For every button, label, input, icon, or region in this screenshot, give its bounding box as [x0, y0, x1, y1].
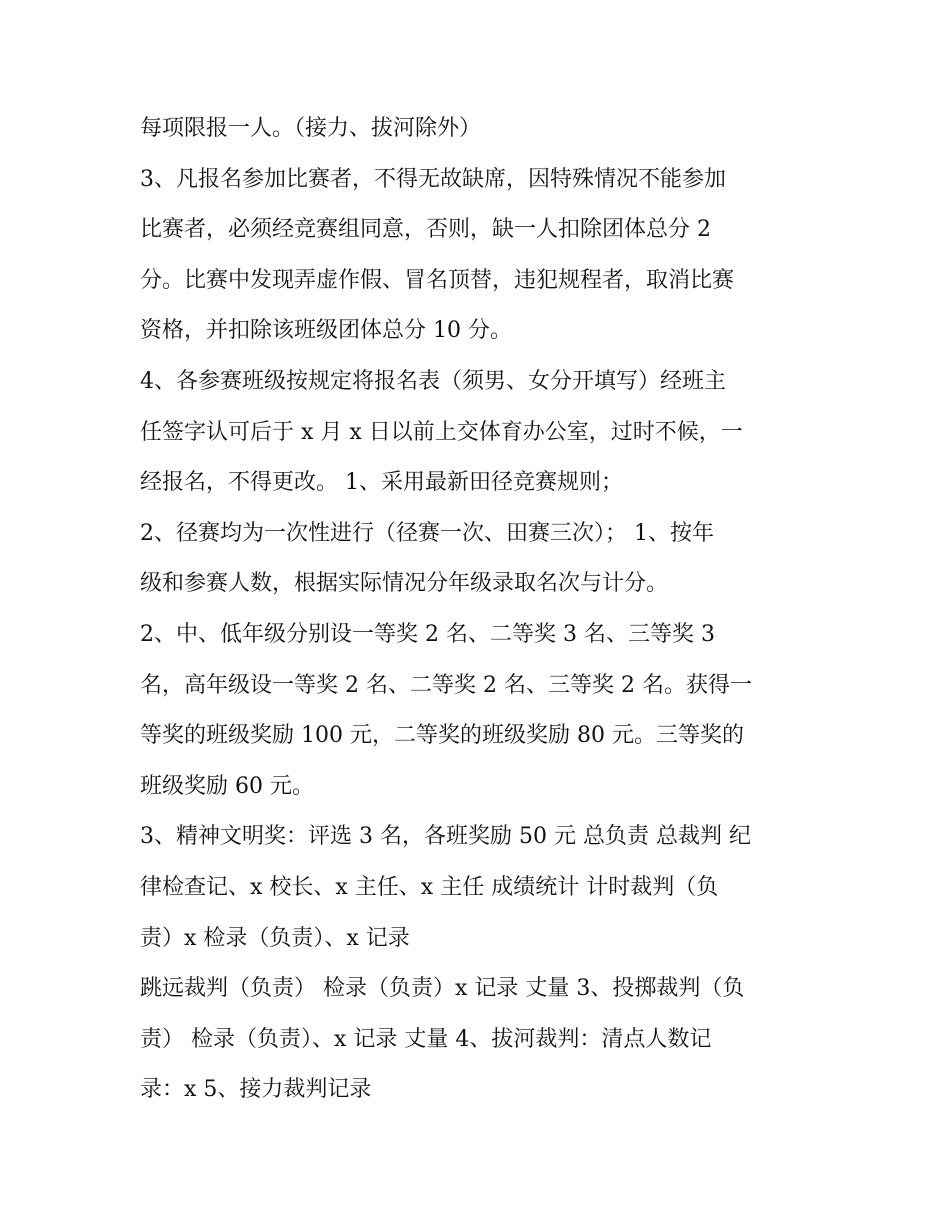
document-page [140, 104, 830, 1116]
text-line: 责） 检录（负责）、x 记录 丈量 4、拔河裁判：清点人数记 [140, 1026, 712, 1052]
text-line: 分。比赛中发现弄虚作假、冒名顶替，违犯规程者，取消比赛 [140, 267, 735, 293]
text-line: 资格，并扣除该班级团体总分 10 分。 [140, 318, 512, 344]
text-line: 比赛者，必须经竞赛组同意，否则，缺一人扣除团体总分 2 [140, 217, 711, 243]
text-line: 经报名，不得更改。 1、采用最新田径竞赛规则； [140, 470, 623, 496]
text-line: 跳远裁判（负责） 检录（负责）x 记录 丈量 3、投掷裁判（负 [140, 976, 745, 1002]
text-line: 名，高年级设一等奖 2 名、二等奖 2 名、三等奖 2 名。获得一 [140, 672, 752, 698]
text-line: 3、精神文明奖：评选 3 名，各班奖励 50 元 总负责 总裁判 纪 [140, 824, 751, 850]
text-line: 班级奖励 60 元。 [140, 773, 314, 799]
text-line: 2、径赛均为一次性进行（径赛一次、田赛三次）； 1、按年 [140, 520, 714, 546]
text-line: 每项限报一人。（接力、拔河除外） [140, 116, 482, 141]
text-line: 4、各参赛班级按规定将报名表（须男、女分开填写）经班主 [140, 368, 726, 394]
text-line: 责）x 检录（负责）、x 记录 [140, 925, 410, 951]
text-line: 级和参赛人数，根据实际情况分年级录取名次与计分。 [140, 571, 669, 597]
text-line: 录：x 5、接力裁判记录 [140, 1077, 372, 1103]
text-line: 3、凡报名参加比赛者，不得无故缺席，因特殊情况不能参加 [140, 166, 726, 192]
text-line: 2、中、低年级分别设一等奖 2 名、二等奖 3 名、三等奖 3 [140, 621, 715, 647]
text-line: 律检查记、x 校长、x 主任、x 主任 成绩统计 计时裁判（负 [140, 874, 719, 900]
text-line: 任签字认可后于 x 月 x 日以前上交体育办公室，过时不候，一 [140, 419, 743, 445]
text-line: 等奖的班级奖励 100 元，二等奖的班级奖励 80 元。三等奖的 [140, 723, 744, 749]
